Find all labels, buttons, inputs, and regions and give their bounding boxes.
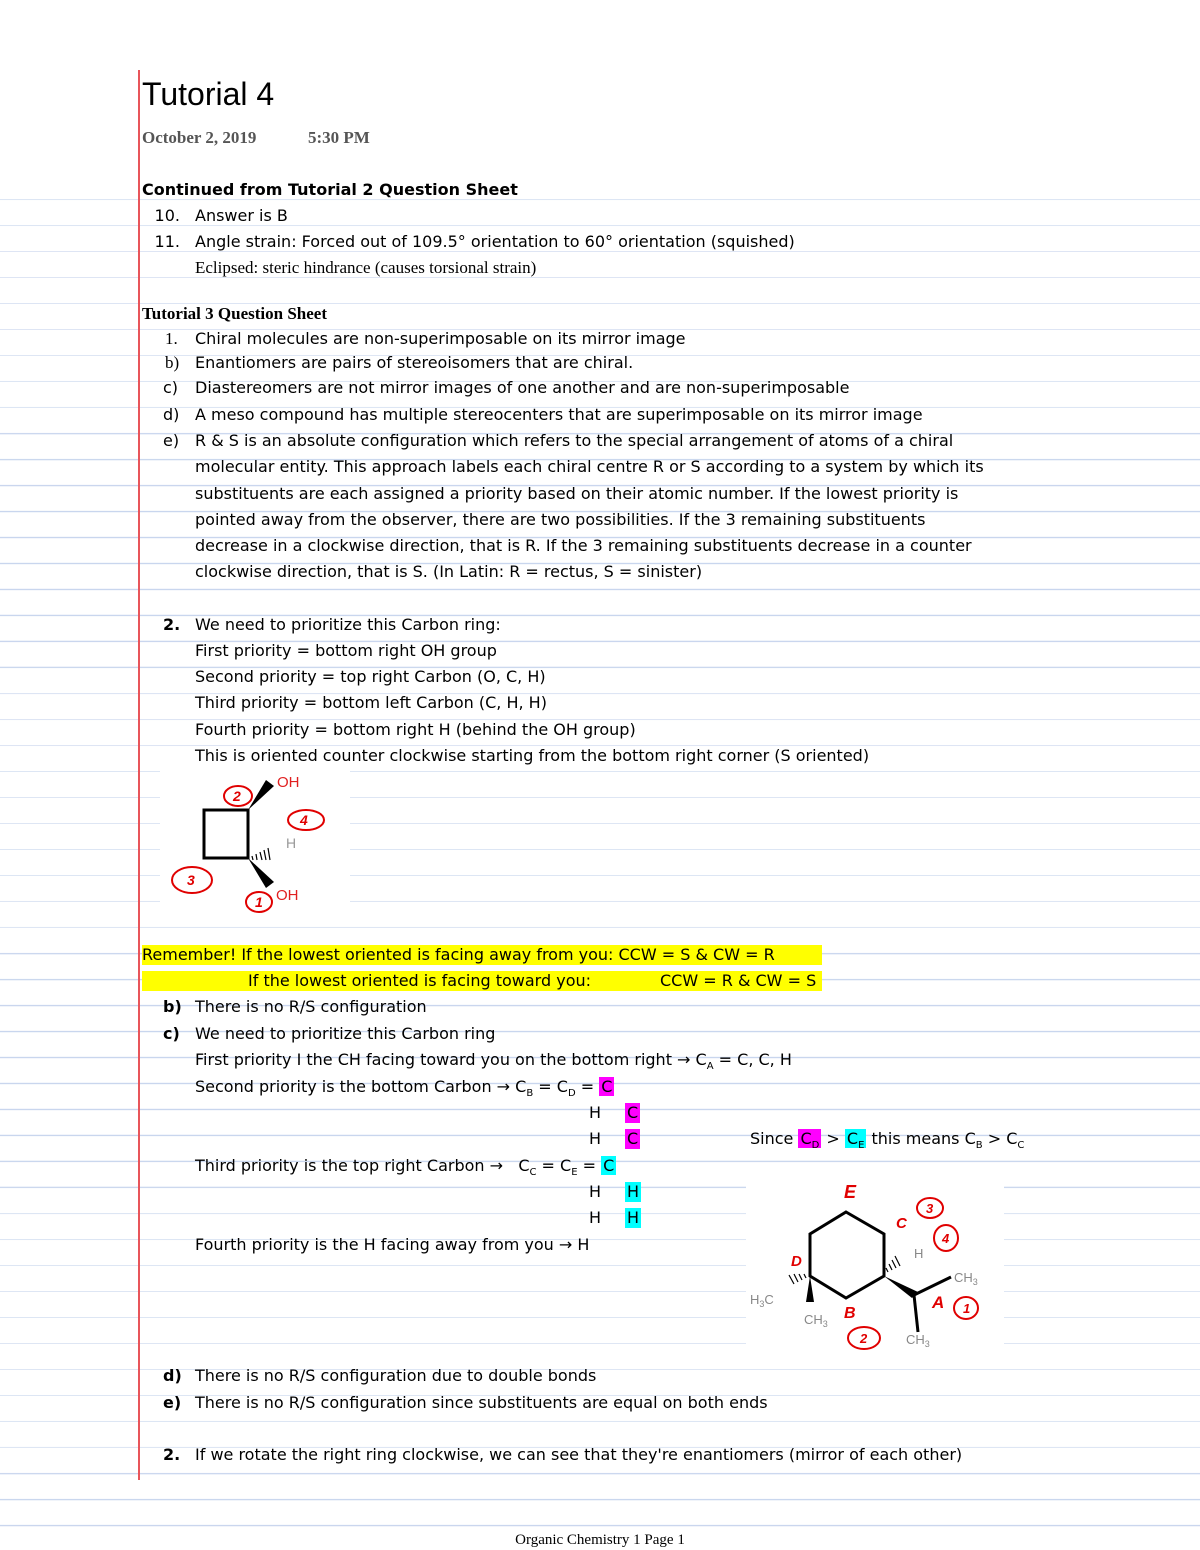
q2-line: This is oriented counter clockwise starting from the bottom right corner (S oriented)	[195, 746, 870, 765]
first-priority: First priority I the CH facing toward you on the bottom right → $C_A = C$, C, H	[195, 1050, 792, 1073]
h-label: H	[914, 1246, 924, 1261]
item-number: 1.	[165, 329, 178, 348]
item-e-line: R & S is an absolute configuration which refers to the special arrangement of atoms of a chiral	[195, 431, 954, 450]
cyclobutane-diagram	[160, 768, 350, 918]
item-e-line: clockwise direction, that is S. (In Latin: R = rectus, S = sinister)	[195, 562, 703, 581]
item-number: 11.	[154, 232, 180, 251]
answer-11-eclipsed: Eclipsed: steric hindrance (causes torsional strain)	[195, 258, 537, 277]
item-number: d)	[163, 405, 180, 424]
third-priority: Third priority is the top right Carbon → $C_C = C_E = C$	[195, 1156, 615, 1179]
part-e: There is no R/S configuration since substituents are equal on both ends	[195, 1393, 768, 1412]
sub-h: H	[589, 1103, 602, 1122]
q2-line: Third priority = bottom left Carbon (C, H, H)	[195, 693, 547, 712]
sub-h-highlight: H	[627, 1182, 640, 1201]
question-2-answer: If we rotate the right ring clockwise, we can see that they're enantiomers (mirror of each other)	[195, 1445, 963, 1464]
q2-line: Fourth priority = bottom right H (behind the OH group)	[195, 720, 636, 739]
page-title: Tutorial 4	[142, 76, 275, 112]
item-number: d)	[163, 1366, 182, 1385]
sub-c: C	[627, 1103, 639, 1122]
item-e-line: molecular entity. This approach labels each chiral centre R or S according to a system by which its	[195, 457, 984, 476]
page-time: 5:30 PM	[308, 128, 370, 147]
item-number: e)	[163, 431, 180, 450]
item-b: Enantiomers are pairs of stereoisomers that are chiral.	[195, 353, 634, 372]
priority-3-label: 3	[926, 1201, 934, 1216]
page-footer: Organic Chemistry 1 Page 1	[515, 1532, 685, 1548]
svg-text:CH3: $CH_3$	[954, 1270, 978, 1287]
sub-h: H	[589, 1129, 602, 1148]
part-b: There is no R/S configuration	[195, 997, 427, 1016]
item-number: b)	[165, 353, 180, 372]
part-c: We need to prioritize this Carbon ring	[195, 1024, 496, 1043]
h-label: H	[286, 835, 297, 851]
oh-label: OH	[276, 887, 299, 904]
item-1: Chiral molecules are non-superimposable on its mirror image	[195, 329, 686, 348]
priority-4-label: 4	[300, 812, 308, 828]
item-number: e)	[163, 1393, 182, 1412]
label-b: B	[844, 1305, 856, 1322]
svg-text:CH3: $CH_3$	[804, 1312, 828, 1329]
item-e-line: substituents are each assigned a priority based on their atomic number. If the lowest priority is	[195, 484, 959, 503]
remember-line-1: Remember! If the lowest oriented is facing away from you: CCW = S & CW = R	[142, 945, 822, 965]
sub-h-highlight: H	[627, 1208, 640, 1227]
label-d: D	[791, 1253, 802, 1270]
svg-text:CH3: $CH_3$	[906, 1332, 930, 1349]
item-e-line: pointed away from the observer, there are two possibilities. If the 3 remaining substituents	[195, 510, 926, 529]
fourth-priority: Fourth priority is the H facing away from you → H	[195, 1235, 590, 1254]
item-number: 10.	[154, 206, 180, 225]
remember-line-2a: If the lowest oriented is facing toward you:	[248, 971, 592, 990]
priority-1-label: 1	[963, 1301, 971, 1316]
tut2-heading: Continued from Tutorial 2 Question Sheet	[142, 180, 518, 199]
answer-10: Answer is B	[195, 206, 288, 225]
q2-line: First priority = bottom right OH group	[195, 641, 497, 660]
label-a: A	[932, 1293, 945, 1312]
item-e-line: decrease in a clockwise direction, that is R. If the 3 remaining substituents decrease in a counter	[195, 536, 972, 555]
q2-line: We need to prioritize this Carbon ring:	[195, 615, 501, 634]
q2-line: Second priority = top right Carbon (O, C, H)	[195, 667, 546, 686]
priority-2-label: 2	[860, 1331, 868, 1346]
svg-text:H3C: $H_3C$	[750, 1292, 774, 1309]
label-e: E	[844, 1182, 857, 1202]
tut3-heading: Tutorial 3 Question Sheet	[142, 304, 327, 323]
item-number: 2.	[163, 615, 181, 634]
priority-2-label: 2	[233, 788, 241, 804]
item-number: c)	[163, 378, 179, 397]
priority-1-label: 1	[255, 894, 263, 910]
item-c: Diastereomers are not mirror images of one another and are non-superimposable	[195, 378, 850, 397]
item-number: b)	[163, 997, 182, 1016]
cyclohexane-diagram	[746, 1172, 1004, 1356]
sub-c: C	[627, 1129, 639, 1148]
part-d: There is no R/S configuration due to double bonds	[195, 1366, 597, 1385]
sub-h: H	[589, 1208, 602, 1227]
priority-4-label: 4	[942, 1231, 950, 1246]
margin-line	[138, 70, 140, 1480]
label-c: C	[896, 1215, 907, 1232]
second-priority: Second priority is the bottom Carbon → $C_B = C_D = C$	[195, 1077, 613, 1100]
item-number: 2.	[163, 1445, 181, 1464]
priority-3-label: 3	[187, 872, 195, 888]
item-d: A meso compound has multiple stereocenters that are superimposable on its mirror image	[195, 405, 923, 424]
since-line: Since $C_D > C_E$ this means $C_B > C_C$	[750, 1129, 1025, 1152]
page-date: October 2, 2019	[142, 128, 257, 147]
sub-h: H	[589, 1182, 602, 1201]
answer-11: Angle strain: Forced out of 109.5° orientation to 60° orientation (squished)	[195, 232, 795, 251]
item-number: c)	[163, 1024, 180, 1043]
remember-line-2b: CCW = R & CW = S	[660, 971, 817, 990]
oh-label: OH	[277, 774, 300, 791]
